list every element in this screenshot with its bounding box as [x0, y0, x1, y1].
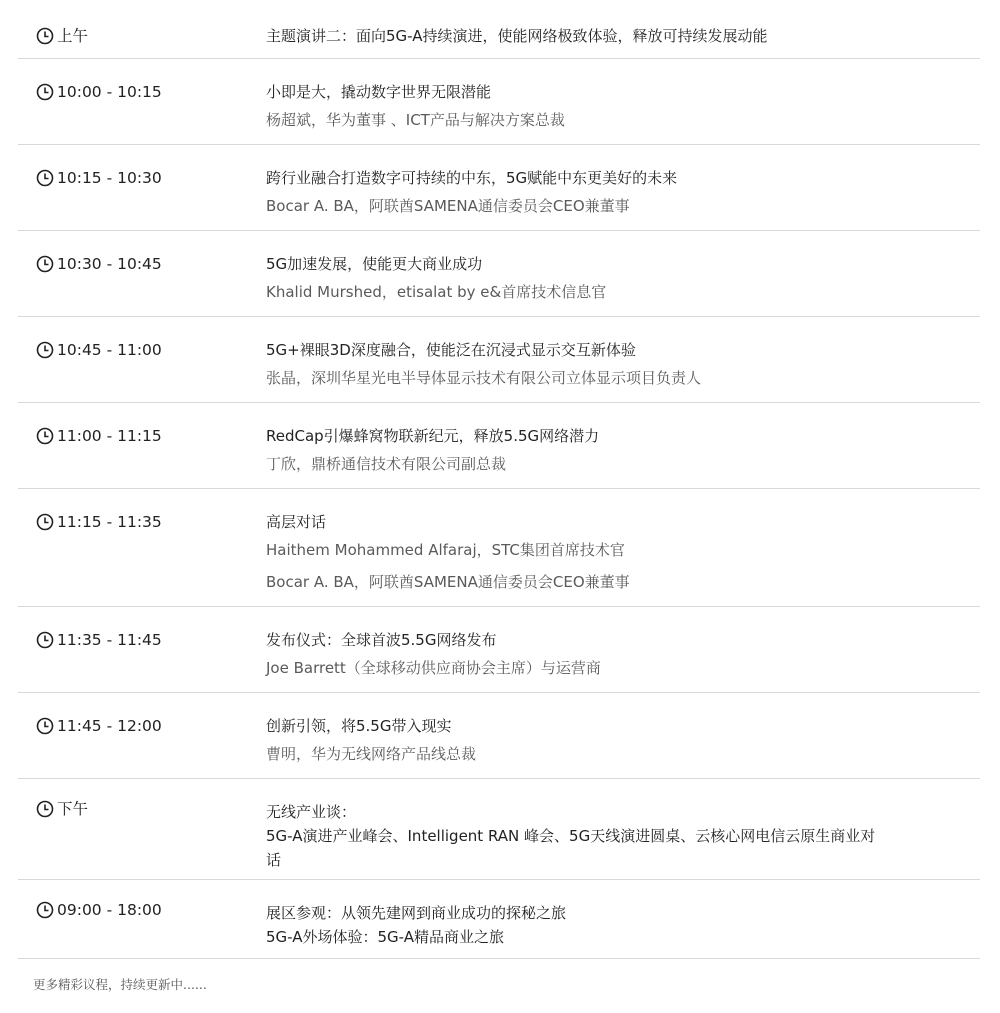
time-text: 11:45 - 12:00 [57, 717, 162, 735]
time-cell [18, 631, 266, 692]
content-cell [266, 901, 980, 958]
agenda-row [18, 779, 980, 880]
speaker-line: 杨超斌，华为董事 、ICT产品与解决方案总裁 [266, 111, 565, 129]
content-cell [266, 800, 980, 879]
time-text: 10:00 - 10:15 [57, 83, 162, 101]
clock-icon [36, 169, 54, 187]
clock-icon [36, 341, 54, 359]
session-title: 主题演讲二：面向5G-A持续演进，使能网络极致体验，释放可持续发展动能 [266, 27, 768, 45]
time-cell [18, 717, 266, 778]
time-cell [18, 341, 266, 402]
session-detail: 5G-A演进产业峰会、Intelligent RAN 峰会、5G天线演进圆桌、云核心网电信云原生商业对话 [266, 827, 876, 869]
session-title: 创新引领，将5.5G带入现实 [266, 717, 452, 735]
agenda-row [18, 231, 980, 317]
time-text: 10:45 - 11:00 [57, 341, 162, 359]
clock-icon [36, 800, 54, 818]
time-text: 10:15 - 10:30 [57, 169, 162, 187]
session-title: 跨行业融合打造数字可持续的中东，5G赋能中东更美好的未来 [266, 169, 678, 187]
clock-icon [36, 717, 54, 735]
session-title: 展区参观：从领先建网到商业成功的探秘之旅 [266, 904, 567, 922]
agenda-row [18, 693, 980, 779]
clock-icon [36, 255, 54, 273]
speaker-line: Bocar A. BA，阿联酋SAMENA通信委员会CEO兼董事 [266, 197, 630, 215]
agenda-row [18, 489, 980, 607]
session-title: 高层对话 [266, 513, 327, 531]
time-cell [18, 169, 266, 230]
session-detail: 5G-A外场体验：5G-A精品商业之旅 [266, 928, 505, 946]
session-title: 5G+裸眼3D深度融合，使能泛在沉浸式显示交互新体验 [266, 341, 636, 359]
clock-icon [36, 83, 54, 101]
agenda-row [18, 317, 980, 403]
agenda-row [18, 607, 980, 693]
speaker-line: 曹明，华为无线网络产品线总裁 [266, 745, 477, 763]
time-text: 11:35 - 11:45 [57, 631, 162, 649]
agenda-table [18, 0, 980, 959]
clock-icon [36, 631, 54, 649]
session-title: 小即是大，撬动数字世界无限潜能 [266, 83, 492, 101]
time-cell [18, 800, 266, 879]
content-cell [266, 83, 980, 144]
agenda-row [18, 0, 980, 59]
content-cell [266, 717, 980, 778]
speaker-line: Khalid Murshed，etisalat by e&首席技术信息官 [266, 283, 607, 301]
time-text: 11:15 - 11:35 [57, 513, 162, 531]
time-text: 10:30 - 10:45 [57, 255, 162, 273]
session-title: RedCap引爆蜂窝物联新纪元，释放5.5G网络潜力 [266, 427, 600, 445]
clock-icon [36, 901, 54, 919]
agenda-row [18, 403, 980, 489]
session-title: 5G加速发展，使能更大商业成功 [266, 255, 483, 273]
agenda-row [18, 59, 980, 145]
agenda-row [18, 880, 980, 959]
content-cell [266, 169, 980, 230]
time-cell [18, 27, 266, 58]
clock-icon [36, 427, 54, 445]
time-cell [18, 901, 266, 958]
speaker-line: 丁欣，鼎桥通信技术有限公司副总裁 [266, 455, 507, 473]
agenda-row [18, 145, 980, 231]
speaker-line: Joe Barrett（全球移动供应商协会主席）与运营商 [266, 659, 601, 677]
content-cell [266, 427, 980, 488]
content-cell [266, 513, 980, 606]
time-cell [18, 513, 266, 606]
footer-note: 更多精彩议程，持续更新中...... [33, 977, 207, 992]
time-text: 11:00 - 11:15 [57, 427, 162, 445]
time-text: 下午 [57, 800, 89, 818]
session-title: 发布仪式：全球首波5.5G网络发布 [266, 631, 497, 649]
session-title: 无线产业谈： [266, 803, 357, 821]
content-cell [266, 27, 980, 58]
speaker-line: 张晶，深圳华星光电半导体显示技术有限公司立体显示项目负责人 [266, 369, 702, 387]
time-text: 09:00 - 18:00 [57, 901, 162, 919]
content-cell [266, 631, 980, 692]
speaker-line: Haithem Mohammed Alfaraj，STC集团首席技术官 [266, 541, 625, 559]
time-cell [18, 427, 266, 488]
content-cell [266, 255, 980, 316]
clock-icon [36, 27, 54, 45]
content-cell [266, 341, 980, 402]
time-cell [18, 83, 266, 144]
time-text: 上午 [57, 27, 89, 45]
clock-icon [36, 513, 54, 531]
time-cell [18, 255, 266, 316]
speaker-line: Bocar A. BA，阿联酋SAMENA通信委员会CEO兼董事 [266, 573, 630, 591]
